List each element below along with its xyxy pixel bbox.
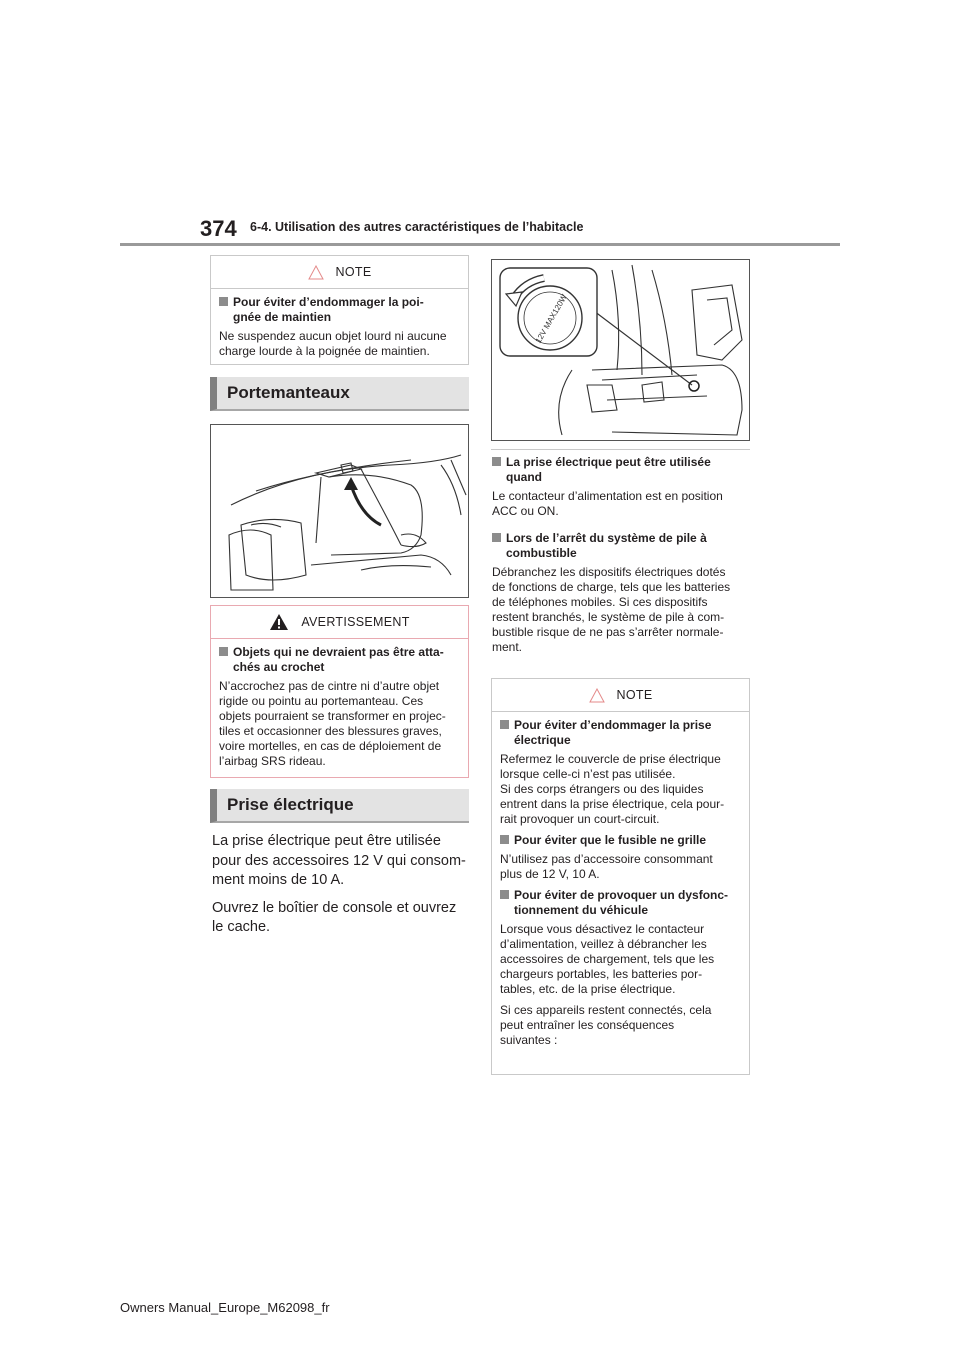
figure-rule	[491, 449, 750, 450]
note-item-body: Refermez le couvercle de prise électrique lorsque celle-ci n’est pas utilisée. Si des corps étrangers ou des liquides entrent dans la prise électrique, cela pour- rait provoquer un court-circuit.	[500, 752, 725, 826]
note-divider	[492, 711, 749, 712]
note-item-heading: Pour éviter de provoquer un dysfonc- tionnement du véhicule	[500, 888, 741, 918]
note-item-heading: Pour éviter d’endommager la poi- gnée de maintien	[219, 295, 460, 325]
note-item-heading: Pour éviter que le fusible ne grille	[500, 833, 741, 848]
warning-box-coat-hook	[210, 605, 469, 778]
right-item-heading: La prise électrique peut être utilisée quand	[492, 455, 752, 485]
right-item-body: Débranchez les dispositifs électriques dotés de fonctions de charge, tels que les batteries de téléphones mobiles. Si ces dispositifs restent branchés, le système de pile à com- bustible risque de ne pas s’arrêter normale- ment.	[492, 565, 731, 654]
bullet-square-icon	[500, 720, 509, 729]
right-info-item-2	[492, 531, 752, 661]
right-item-body: Le contacteur d’alimentation est en position ACC ou ON.	[492, 489, 723, 518]
right-item-heading: Lors de l’arrêt du système de pile à combustible	[492, 531, 752, 561]
header-divider	[120, 243, 840, 246]
outlet-cap-label: 12V MAX120W	[533, 292, 569, 345]
caution-triangle-icon	[308, 265, 324, 280]
power-outlet-illustration	[491, 259, 750, 441]
warning-triangle-icon	[269, 613, 289, 631]
note-box-grab-handle	[210, 255, 469, 365]
warning-divider	[211, 638, 468, 639]
note-label: NOTE	[616, 688, 653, 702]
footer-doc-id: Owners Manual_Europe_M62098_fr	[120, 1300, 330, 1315]
page-number: 374	[200, 216, 237, 241]
note-box-power-outlet	[491, 678, 750, 1075]
bullet-square-icon	[500, 835, 509, 844]
note-label: NOTE	[335, 265, 372, 279]
intro-paragraph-1: La prise électrique peut être utilisée pour des accessoires 12 V qui consom- ment moins de 10 A.	[212, 833, 466, 888]
section-banner-coat-hooks: Portemanteaux	[210, 377, 469, 411]
power-outlet-intro	[212, 832, 472, 946]
bullet-square-icon	[500, 890, 509, 899]
note-divider	[211, 288, 468, 289]
note-item-body: Lorsque vous désactivez le contacteur d’alimentation, veillez à débrancher les accessoires de chargement, tels que les chargeurs portables, les batteries por- tables, etc. de la prise électrique.	[500, 922, 715, 996]
coat-hook-illustration	[210, 424, 469, 598]
intro-paragraph-2: Ouvrez le boîtier de console et ouvrez le cache.	[212, 899, 457, 935]
right-info-item-1	[492, 455, 752, 525]
bullet-square-icon	[219, 647, 228, 656]
warning-item-heading: Objets qui ne devraient pas être atta- chés au crochet	[219, 645, 460, 675]
section-title: 6-4. Utilisation des autres caractéristiques de l’habitacle	[250, 220, 584, 234]
bullet-square-icon	[492, 457, 501, 466]
note-item-body: N’utilisez pas d’accessoire consommant plus de 12 V, 10 A.	[500, 852, 713, 881]
caution-triangle-icon	[589, 688, 605, 703]
note-item-body: Ne suspendez aucun objet lourd ni aucune charge lourde à la poignée de maintien.	[219, 329, 447, 358]
note-item-body: Si ces appareils restent connectés, cela peut entraîner les conséquences suivantes :	[500, 1003, 712, 1047]
warning-label: AVERTISSEMENT	[301, 615, 410, 629]
bullet-square-icon	[492, 533, 501, 542]
note-item-heading: Pour éviter d’endommager la prise électrique	[500, 718, 741, 748]
section-banner-power-outlet: Prise électrique	[210, 789, 469, 823]
warning-item-body: N’accrochez pas de cintre ni d’autre objet rigide ou pointu au portemanteau. Ces objets pourraient se transformer en projec- tiles et occasionner des blessures graves, voire mortelles, en cas de déploiement de l’airbag SRS rideau.	[219, 679, 446, 768]
bullet-square-icon	[219, 297, 228, 306]
